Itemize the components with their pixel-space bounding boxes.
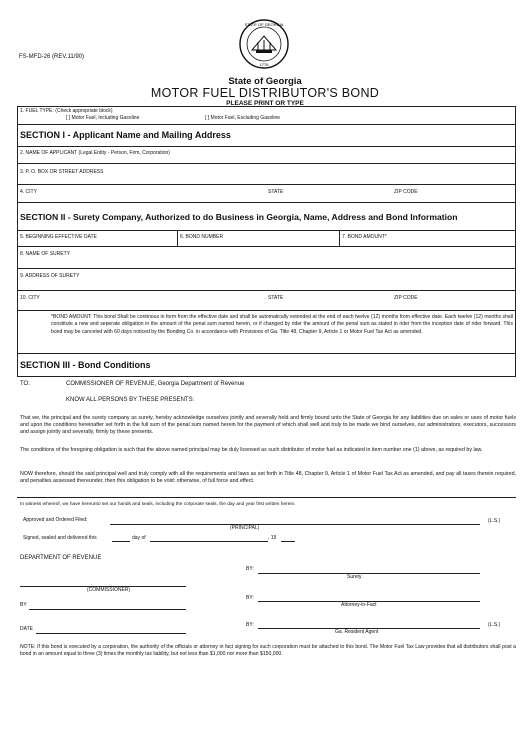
field-surety-name[interactable]: 8. NAME OF SURETY	[20, 251, 71, 257]
field-bond-amount[interactable]: 7. BOND AMOUNT*	[342, 234, 387, 240]
commissioner-caption: (COMMISSIONER)	[87, 587, 131, 593]
by-label-agent: BY:	[246, 622, 254, 628]
principal-signature-line[interactable]	[110, 524, 480, 525]
bond-condition-paragraph-2: The conditions of the foregoing obligation is such that the above named principal may be duly licensed as such distributor of motor fuel as indicated in item number one (1) above, as required by law.	[20, 447, 483, 453]
to-label: TO:	[20, 381, 30, 387]
field-state[interactable]: STATE	[268, 189, 284, 195]
year-label: , 19	[268, 535, 277, 541]
bond-amount-note: *BOND AMOUNT: This bond Shall be continous in form from the effective date and shall be automatically extended at the end of each twelve (12) months from effective date. Each twelve (12) months shall constitute a new and seperate obligation in the amount of the penal sum named herein, or if changed by rider the amount of the penal sum as stated in rider from the inception date of rider forward. This bond may be canceled with 60 days noticed by the Bonding Co. in accordance with Provisions of Ga. Title 48, Chapter 9, Article 1 or Motor Fuel Tax Act as amended.	[51, 314, 513, 335]
state-name: State of Georgia	[228, 76, 302, 87]
seal-text-top: STATE OF GEORGIA	[244, 22, 284, 27]
field-surety-state[interactable]: STATE	[268, 295, 284, 301]
field-surety-city[interactable]: 10. CITY	[20, 295, 40, 301]
section3-heading: SECTION III - Bond Conditions	[20, 360, 151, 370]
print-instruction: PLEASE PRINT OR TYPE	[226, 100, 304, 107]
bond-condition-paragraph-1: That we, the principal and the surety company as surety, hereby acknowledge ourselves jointly and severally held and firmly bound unto the State of Georgia for any liabilities due on sales or uses of motor fuels and upon the conditions hereinafter set forth in the full sum of the penal sum named herein for the payment of which shall well and truly to be made we bind ourselves, our administrators, executors, successors and assign jointly and severally, firmly by these presents.	[20, 415, 516, 436]
day-line[interactable]	[112, 541, 130, 542]
addressee: COMMISSIONER OF REVENUE, Georgia Department of Revenue	[66, 381, 245, 387]
principal-caption: (PRINCIPAL)	[230, 525, 260, 531]
by-label-commissioner: BY	[20, 602, 27, 608]
section2-heading: SECTION II - Surety Company, Authorized to do Business in Georgia, Name, Address and Bond Information	[20, 212, 458, 222]
approved-label: Approved and Ordered Filed:	[23, 517, 88, 523]
fuel-type-label: 1. FUEL TYPE: (Check appropriate block)	[20, 108, 113, 114]
month-line[interactable]	[150, 541, 268, 542]
date-label: DATE	[20, 626, 33, 632]
georgia-state-seal	[238, 18, 290, 70]
by-label-attorney: BY:	[246, 595, 254, 601]
by-label-surety: BY:	[246, 566, 254, 572]
field-street-address[interactable]: 3. P. O. BOX OR STREET ADDRESS	[20, 169, 104, 175]
field-effective-date[interactable]: 5. BEGINNING EFFECTIVE DATE	[20, 234, 97, 240]
fuel-type-excluding-gasoline[interactable]: [ ] Motor Fuel, Excluding Gasoline	[205, 115, 281, 121]
surety-caption: Surety	[347, 574, 362, 580]
footer-note: NOTE: If this bond is executed by a corporation, the authority of the officials or attorney in fact signing for such corporation must be attached to this bond. The Motor Fuel Tax Law provides that all distributors shall post a bond in an amount equal to three (3) times the monthly tax liability, but not less than $1,000 nor more than $150,000.	[20, 644, 516, 657]
field-zip[interactable]: ZIP CODE	[394, 189, 418, 195]
know-all-persons: KNOW ALL PERSONS BY THESE PRESENTS:	[66, 397, 195, 403]
field-city[interactable]: 4. CITY	[20, 189, 37, 195]
department-label: DEPARTMENT OF REVENUE	[20, 555, 102, 561]
form-number: FS-MFD-26 (REV.11/90)	[19, 54, 85, 60]
field-surety-zip[interactable]: ZIP CODE	[394, 295, 418, 301]
attorney-caption: Attorney-in-Fact	[341, 602, 377, 608]
agent-caption: Ga. Resident Agent	[335, 629, 379, 635]
ls-mark-2: (L.S.)	[488, 622, 501, 628]
form-title: MOTOR FUEL DISTRIBUTOR'S BOND	[150, 86, 380, 100]
signed-sealed-label: Signed, sealed and delivered this	[23, 535, 97, 541]
field-applicant-name[interactable]: 2. NAME OF APPLICANT (Legal Entity - Person, Firm, Corporation)	[20, 150, 170, 156]
year-line[interactable]	[281, 541, 295, 542]
commissioner-by-line[interactable]	[29, 609, 186, 610]
field-bond-number[interactable]: 6. BOND NUMBER	[180, 234, 224, 240]
section1-heading: SECTION I - Applicant Name and Mailing Address	[20, 130, 231, 140]
field-surety-address[interactable]: 9. ADDRESS OF SURETY	[20, 273, 80, 279]
seal-text-bottom: 1776	[259, 62, 269, 67]
day-of-label: day of	[132, 535, 146, 541]
witness-statement: In witness whereof, we have hereunto set our hands and seals, including the corporate seals, the day and year first written herein.	[20, 502, 296, 507]
surety-signature-line[interactable]	[258, 573, 480, 574]
ls-mark-1: (L.S.)	[488, 518, 501, 524]
bond-condition-paragraph-3: NOW therefore, should the said principal well and truly comply with all the requirements and laws as set forth in Title 48, Chapter 9, Article 1 of Motor Fuel Tax Act as amended, and pay all taxes therein required, and penalties assessed thereunder, then this obligation to be void: otherwise, of full force and effect.	[20, 471, 516, 485]
fuel-type-including-gasoline[interactable]: [ ] Motor Fuel, Including Gasoline	[66, 115, 140, 121]
date-line[interactable]	[36, 633, 186, 634]
